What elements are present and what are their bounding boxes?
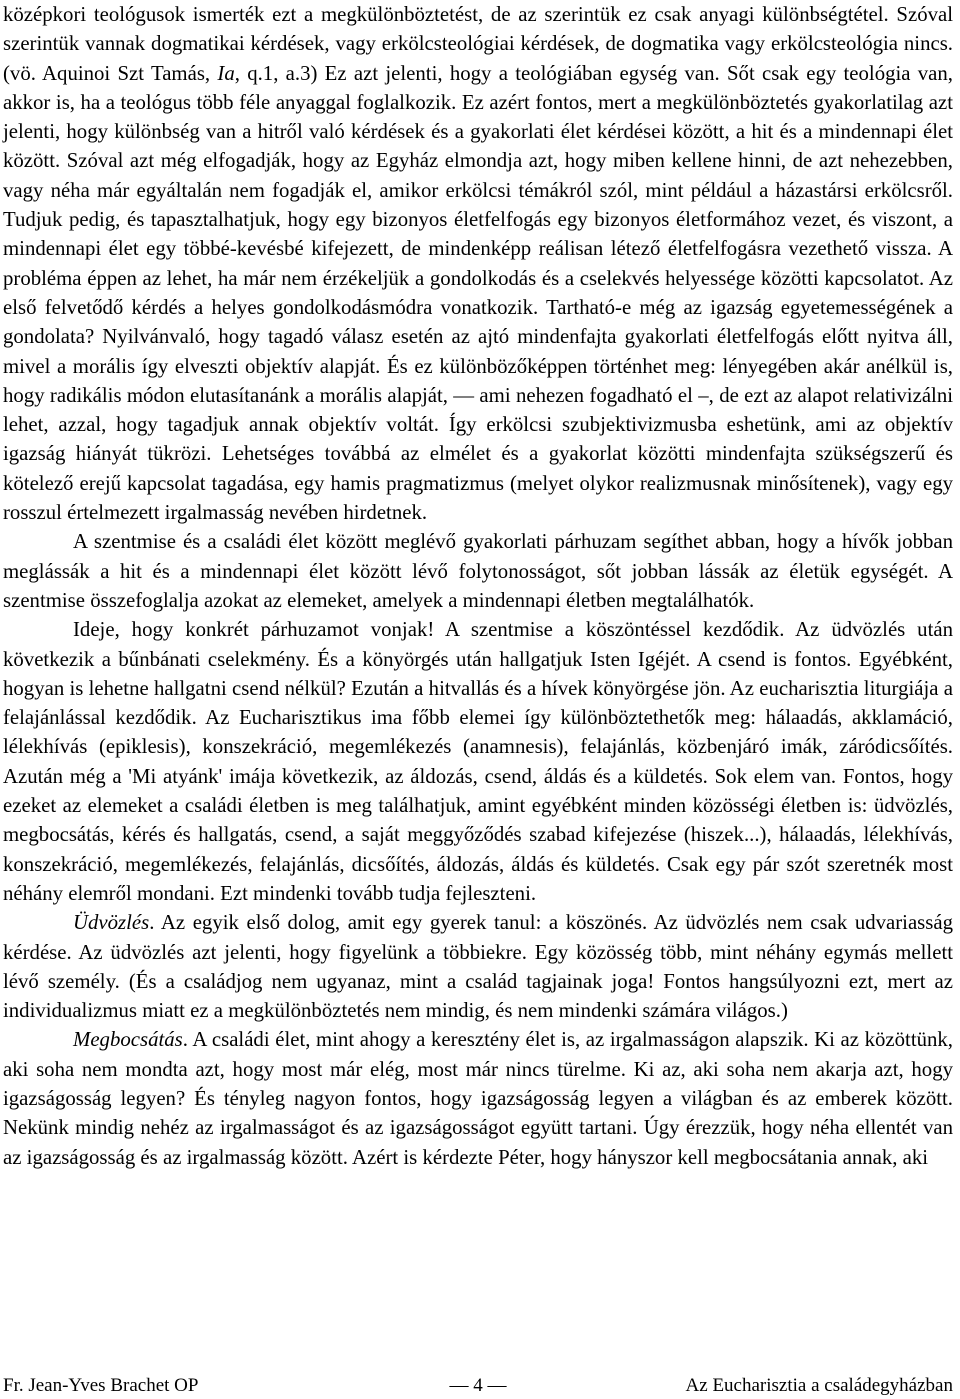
paragraph [3, 908, 953, 1025]
document-body [3, 0, 953, 1172]
paragraph-text: . A családi élet, mint ahogy a keresztény élet is, az irgalmasságon alapszik. Ki az közöttünk, aki soha nem mondta azt, hogy most már elég, most már nincs türelme. Ki az, aki soha nem akarja azt, hogy igazságosság legyen? És tényleg nagyon fontos, hogy igazságosság legyen a világban és az emberek között. Nekünk mindig nehéz az irgalmasságot és az igazságosságot együtt tartani. Úgy érezzük, hogy néha ellentét van az igazságosság és az irgalmasság között. Azért is kérdezte Péter, hogy hányszor kell megbocsátania annak, aki [3, 1028, 953, 1169]
italic-text: Megbocsátás [73, 1028, 183, 1052]
paragraph [3, 0, 953, 527]
paragraph [3, 615, 953, 908]
paragraph-text: . Az egyik első dolog, amit egy gyerek tanul: a köszönés. Az üdvözlés nem csak udvariasság kérdése. Az üdvözlés azt jelenti, hogy figyelünk a többiekre. Egy közösség több, mint néhány egymás mellett lévő személy. (És a családjog nem ugyanaz, mint a család tagjainak joga! Fontos hangsúlyozni ezt, mert az individualizmus miatt ez a megkülönböztetés nem mindig, és nem mindenki számára világos.) [3, 911, 953, 1023]
italic-text: Üdvözlés [73, 911, 150, 935]
paragraph-text: , q.1, a.3) Ez azt jelenti, hogy a teológiában egység van. Sőt csak egy teológia van, akkor is, ha a teológus több féle anyaggal foglalkozik. Ez azért fontos, mert a megkülönböztetés gyakorlatilag azt jelenti, hogy különbség van a hitről való kérdések és a gyakorlati élet kérdései között, a hit és a mindennapi élet között. Szóval azt még elfogadják, hogy az Egyház elmondja azt, hogy miben kellene hinni, de azt nehezebben, vagy néha már egyáltalán nem fogadják el, amikor erkölcsi témákról szól, mint például a házastársi erkölcsről. Tudjuk pedig, és tapasztalhatjuk, hogy egy bizonyos életfelfogás egy bizonyos életformához vezet, és viszont, a mindennapi élet egy többé-kevésbé kifejezett, de mindenképp reálisan létező életfelfogásra vezethető vissza. A probléma éppen az lehet, ha már nem érzékeljük a gondolkodás és a cselekvés helyessége közötti kapcsolatot. Az első felvetődő kérdés a helyes gondolkodásmódra vonatkozik. Tartható-e még az igazság egyetemességének a gondolata? Nyilvánvaló, hogy tagadó válasz esetén az ajtó mindenfajta gyakorlati életfelfogás előtt nyitva áll, mivel a morális így elveszti objektív alapját. És ez különbözőképpen történhet meg: lényegében akár anélkül is, hogy radikális módon elutasítanánk a morális alapját, — ami nehezen fogadható el –, de ezt az alapot relativizálni lehet, azzal, hogy tagadjuk annak objektív voltát. Így erkölcsi szubjektivizmusba eshetünk, ami az objektív igazság hiányát tükrözi. Lehetséges továbbá az elmélet és a gyakorlat közötti mindenfajta szükségszerű és kötelező erejű kapcsolat tagadása, egy hamis pragmatizmus (melyet olykor realizmusnak minősítenek), vagy egy rosszul értelmezett irgalmasság nevében hirdetnek. [3, 61, 953, 525]
paragraph [3, 527, 953, 615]
paragraph [3, 1025, 953, 1171]
italic-text: Ia [217, 61, 235, 85]
footer-author: Fr. Jean-Yves Brachet OP [3, 1375, 199, 1396]
page-footer [3, 1373, 953, 1399]
footer-page-number: — 4 — [449, 1375, 507, 1396]
paragraph-text: Ideje, hogy konkrét párhuzamot vonjak! A szentmise a köszöntéssel kezdődik. Az üdvözlés után következik a bűnbánati cselekmény. És a könyörgés után hallgatjuk Isten Igéjét. A csend is fontos. Egyébként, hogyan is lehetne hallgatni csend nélkül? Ezután a hitvallás és a hívek könyörgése jön. Az eucharisztia liturgiája a felajánlással kezdődik. Az Eucharisztikus ima főbb elemei így különböztethetők meg: hálaadás, akklamáció, lélekhívás (epiklesis), konszekráció, megemlékezés (anamnesis), felajánlás, közbenjáró imák, záródicsőítés. Azután még a 'Mi atyánk' imája következik, az áldozás, csend, áldás és a küldetés. Sok elem van. Fontos, hogy ezeket az elemeket a családi életben is meg találhatjuk, amint egyébként minden közösségi életben is: üdvözlés, megbocsátás, kérés és hallgatás, csend, a saját meggyőződés szabad kifejezése (hiszek...), hálaadás, lélekhívás, konszekráció, megemlékezés, felajánlás, dicsőítés, áldozás, áldás és küldetés. Csak egy pár szót szeretnék most néhány elemről mondani. Ezt mindenki tovább tudja fejleszteni. [3, 618, 953, 905]
paragraph-text: A szentmise és a családi élet között meglévő gyakorlati párhuzam segíthet abban, hogy a hívők jobban meglássák a hit és a mindennapi élet között lévő folytonosságot, sőt jobban lássák az életük egységét. A szentmise összefoglalja azokat az elemeket, amelyek a mindennapi életben megtalálhatók. [3, 530, 953, 612]
footer-title: Az Eucharisztia a családegyházban [685, 1375, 953, 1396]
paragraph-text: középkori teológusok ismerték ezt a megkülönböztetést, de az szerintük ez csak anyagi különbségtétel. Szóval szerintük vannak dogmatikai kérdések, vagy erkölcsteológiai kérdések, de dogmatika vagy erkölcsteológia nincs. (vö. Aquinoi Szt Tamás, [3, 3, 953, 85]
